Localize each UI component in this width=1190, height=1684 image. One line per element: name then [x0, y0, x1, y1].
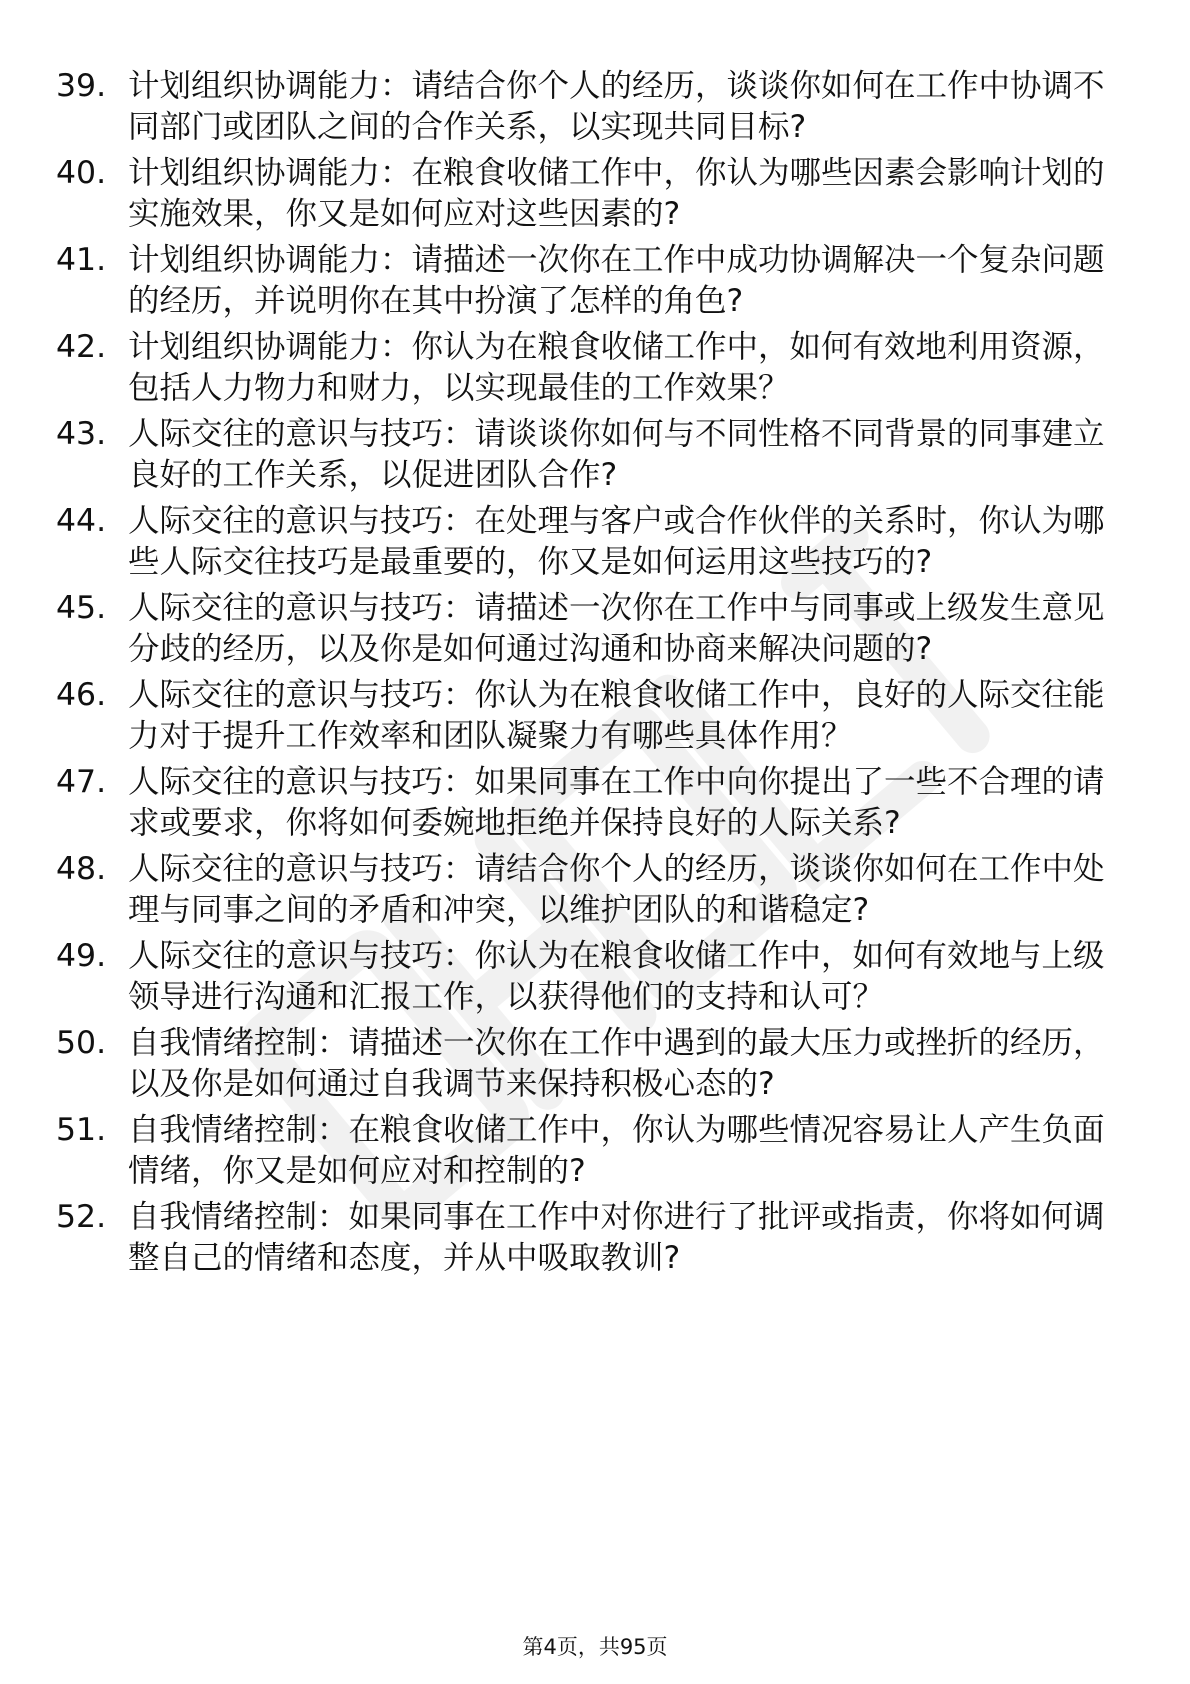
question-item [56, 1110, 1106, 1191]
question-text: 计划组织协调能力：请结合你个人的经历，谈谈你如何在工作中协调不同部门或团队之间的合作关系，以实现共同目标? [128, 68, 1105, 145]
question-text: 人际交往的意识与技巧：在处理与客户或合作伙伴的关系时，你认为哪些人际交往技巧是最重要的，你又是如何运用这些技巧的? [128, 503, 1105, 580]
question-text: 人际交往的意识与技巧：你认为在粮食收储工作中，良好的人际交往能力对于提升工作效率和团队凝聚力有哪些具体作用？ [128, 677, 1105, 754]
question-item [56, 501, 1106, 582]
question-text: 自我情绪控制：在粮食收储工作中，你认为哪些情况容易让人产生负面情绪，你又是如何应对和控制的? [128, 1112, 1105, 1189]
page-number-footer: 第4页，共95页 [522, 1635, 668, 1659]
question-item [56, 414, 1106, 495]
question-text: 人际交往的意识与技巧：请描述一次你在工作中与同事或上级发生意见分歧的经历，以及你是如何通过沟通和协商来解决问题的? [128, 590, 1105, 667]
question-text: 自我情绪控制：请描述一次你在工作中遇到的最大压力或挫折的经历，以及你是如何通过自我调节来保持积极心态的? [128, 1025, 1105, 1102]
question-number: 52. [56, 1199, 107, 1235]
question-item [56, 762, 1106, 843]
question-number: 48. [56, 851, 107, 887]
question-item [56, 588, 1106, 669]
question-text: 人际交往的意识与技巧：如果同事在工作中向你提出了一些不合理的请求或要求，你将如何委婉地拒绝并保持良好的人际关系? [128, 764, 1105, 841]
question-number: 44. [56, 503, 107, 539]
question-text: 计划组织协调能力：请描述一次你在工作中成功协调解决一个复杂问题的经历，并说明你在其中扮演了怎样的角色? [128, 242, 1105, 319]
question-text: 人际交往的意识与技巧：你认为在粮食收储工作中，如何有效地与上级领导进行沟通和汇报工作，以获得他们的支持和认可？ [128, 938, 1105, 1015]
question-item [56, 240, 1106, 321]
question-number: 51. [56, 1112, 107, 1148]
question-number: 45. [56, 590, 107, 626]
question-item [56, 675, 1106, 756]
question-number: 47. [56, 764, 107, 800]
question-number: 50. [56, 1025, 107, 1061]
question-text: 人际交往的意识与技巧：请谈谈你如何与不同性格不同背景的同事建立良好的工作关系，以促进团队合作? [128, 416, 1105, 493]
question-list [56, 66, 1106, 1284]
question-text: 计划组织协调能力：在粮食收储工作中，你认为哪些因素会影响计划的实施效果，你又是如何应对这些因素的? [128, 155, 1105, 232]
question-number: 49. [56, 938, 107, 974]
question-number: 41. [56, 242, 107, 278]
question-item [56, 1197, 1106, 1278]
question-number: 42. [56, 329, 107, 365]
question-text: 人际交往的意识与技巧：请结合你个人的经历，谈谈你如何在工作中处理与同事之间的矛盾和冲突，以维护团队的和谐稳定? [128, 851, 1105, 928]
question-number: 40. [56, 155, 107, 191]
question-item [56, 153, 1106, 234]
question-item [56, 1023, 1106, 1104]
question-item [56, 936, 1106, 1017]
question-number: 46. [56, 677, 107, 713]
question-number: 43. [56, 416, 107, 452]
question-item [56, 849, 1106, 930]
question-number: 39. [56, 68, 107, 104]
question-text: 自我情绪控制：如果同事在工作中对你进行了批评或指责，你将如何调整自己的情绪和态度，并从中吸取教训? [128, 1199, 1105, 1276]
question-text: 计划组织协调能力：你认为在粮食收储工作中，如何有效地利用资源，包括人力物力和财力，以实现最佳的工作效果？ [128, 329, 1105, 406]
question-item [56, 327, 1106, 408]
question-item [56, 66, 1106, 147]
